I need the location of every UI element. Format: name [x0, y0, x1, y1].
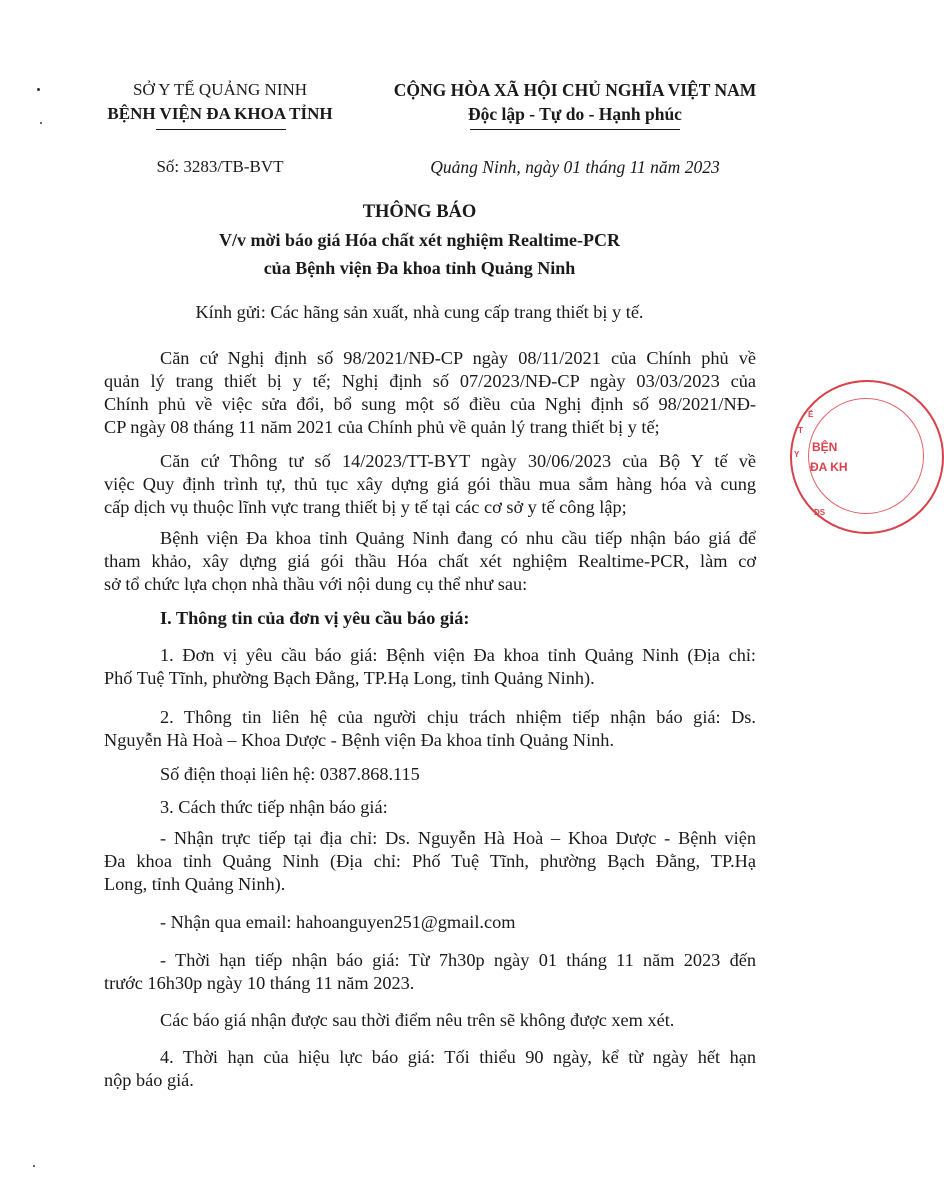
item-requesting-unit [104, 644, 756, 690]
item-contact-person [104, 706, 756, 752]
text-line: Căn cứ Thông tư số 14/2023/TT-BYT ngày 30/06/2023 của Bộ Y tế về [160, 451, 756, 471]
recipient-line: Kính gửi: Các hãng sản xuất, nhà cung cấp trang thiết bị y tế. [195, 302, 644, 322]
seal-ring-letter: ĐS [814, 508, 826, 517]
item-direct-receipt [104, 827, 756, 896]
scan-dot [37, 88, 40, 91]
text-line: CP ngày 08 tháng 11 năm 2021 của Chính phủ về quản lý trang thiết bị y tế; [104, 417, 660, 437]
item-validity [104, 1046, 756, 1092]
seal-inner-ring [808, 398, 924, 514]
item-receive-method: 3. Cách thức tiếp nhận báo giá: [160, 797, 388, 817]
text-line: Long, tỉnh Quảng Ninh). [104, 874, 286, 894]
text-line: Chính phủ về việc sửa đổi, bổ sung một số điều của Nghị định số 98/2021/NĐ- [104, 394, 756, 414]
text-line: 4. Thời hạn của hiệu lực báo giá: Tối thiểu 90 ngày, kể từ ngày hết hạn [160, 1047, 756, 1067]
official-seal [790, 380, 944, 534]
org-underline [156, 129, 286, 130]
paragraph-legal-basis-1 [104, 347, 756, 439]
seal-text-bottom: ĐA KH [810, 460, 848, 474]
seal-ring-letter: Y [794, 450, 800, 459]
text-line: - Nhận trực tiếp tại địa chỉ: Ds. Nguyễn Hà Hoà – Khoa Dược - Bệnh viện [160, 828, 756, 848]
doc-subject-1: V/v mời báo giá Hóa chất xét nghiệm Realtime-PCR [219, 230, 620, 250]
late-note: Các báo giá nhận được sau thời điểm nêu trên sẽ không được xem xét. [160, 1010, 675, 1030]
text-line: trước 16h30p ngày 10 tháng 11 năm 2023. [104, 973, 415, 993]
text-line: quản lý trang thiết bị y tế; Nghị định số 07/2023/NĐ-CP ngày 03/03/2023 của [104, 371, 756, 391]
text-line: 1. Đơn vị yêu cầu báo giá: Bệnh viện Đa khoa tỉnh Quảng Ninh (Địa chỉ: [160, 645, 756, 665]
text-line: việc Quy định trình tự, thủ tục xây dựng giá gói thầu mua sắm hàng hóa và cung [104, 474, 756, 494]
item-deadline [104, 949, 756, 995]
text-line: sở tổ chức lựa chọn nhà thầu với nội dung cụ thể như sau: [104, 574, 528, 594]
text-line: Căn cứ Nghị định số 98/2021/NĐ-CP ngày 08/11/2021 của Chính phủ về [160, 348, 756, 368]
text-line: Đa khoa tỉnh Quảng Ninh (Địa chỉ: Phố Tuệ Tĩnh, phường Bạch Đằng, TP.Hạ [104, 851, 756, 871]
org-line-2: BỆNH VIỆN ĐA KHOA TỈNH [107, 104, 333, 123]
text-line: cấp dịch vụ thuộc lĩnh vực trang thiết bị y tế tại các cơ sở y tế công lập; [104, 497, 627, 517]
seal-ring-letter: T [798, 426, 803, 435]
motto-underline [470, 129, 680, 130]
doc-number: Số: 3283/TB-BVT [156, 157, 284, 176]
phone-line: Số điện thoại liên hệ: 0387.868.115 [160, 764, 420, 784]
text-line: - Thời hạn tiếp nhận báo giá: Từ 7h30p ngày 01 tháng 11 năm 2023 đến [160, 950, 756, 970]
paragraph-legal-basis-2 [104, 450, 756, 519]
seal-ring-letter: Ế [808, 410, 814, 419]
text-line: Bệnh viện Đa khoa tỉnh Quảng Ninh đang có nhu cầu tiếp nhận báo giá để [160, 528, 756, 548]
nation-line-2: Độc lập - Tự do - Hạnh phúc [468, 104, 682, 124]
text-line: tham khảo, xây dựng giá gói thầu Hóa chất xét nghiệm Realtime-PCR, làm cơ [104, 551, 756, 571]
email-line: - Nhận qua email: hahoanguyen251@gmail.com [160, 912, 516, 932]
doc-title: THÔNG BÁO [362, 202, 477, 222]
paragraph-purpose [104, 527, 756, 596]
section-heading: I. Thông tin của đơn vị yêu cầu báo giá: [160, 608, 470, 628]
doc-subject-2: của Bệnh viện Đa khoa tỉnh Quảng Ninh [263, 258, 576, 278]
place-date: Quảng Ninh, ngày 01 tháng 11 năm 2023 [430, 157, 720, 177]
text-line: Nguyễn Hà Hoà – Khoa Dược - Bệnh viện Đa khoa tỉnh Quảng Ninh. [104, 730, 615, 750]
scan-dot [33, 1165, 35, 1167]
seal-text-top: BỆN [812, 440, 838, 454]
nation-line-1: CỘNG HÒA XÃ HỘI CHỦ NGHĨA VIỆT NAM [393, 80, 757, 100]
text-line: 2. Thông tin liên hệ của người chịu trách nhiệm tiếp nhận báo giá: Ds. [160, 707, 756, 727]
scan-dot [40, 122, 42, 124]
text-line: Phố Tuệ Tĩnh, phường Bạch Đằng, TP.Hạ Long, tỉnh Quảng Ninh). [104, 668, 595, 688]
text-line: nộp báo giá. [104, 1070, 194, 1090]
org-line-1: SỞ Y TẾ QUẢNG NINH [132, 80, 308, 99]
